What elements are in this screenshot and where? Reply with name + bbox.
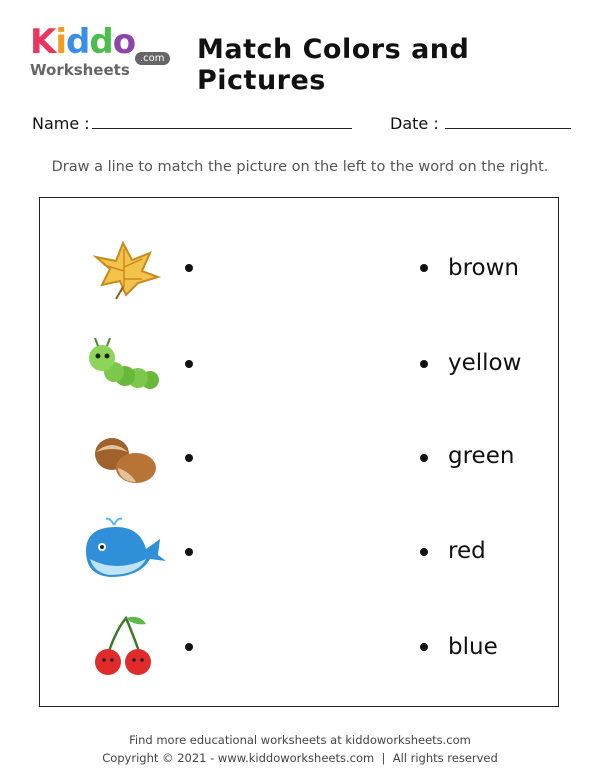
right-dot-2[interactable]: [420, 360, 428, 368]
footer-line-2: Copyright © 2021 - www.kiddoworksheets.com | All rights reserved: [102, 751, 498, 765]
footer-line-1: Find more educational worksheets at kiddoworksheets.com: [129, 733, 471, 747]
name-field[interactable]: [92, 128, 352, 129]
right-dot-4[interactable]: [420, 548, 428, 556]
caterpillar-icon: [80, 332, 166, 398]
cherry-icon: [80, 612, 166, 678]
logo-worksheets: Worksheets: [30, 61, 130, 79]
leaf-icon: [80, 235, 166, 301]
left-dot-5[interactable]: [185, 643, 193, 651]
left-dot-4[interactable]: [185, 548, 193, 556]
instructions: Draw a line to match the picture on the left to the word on the right.: [51, 159, 549, 175]
left-dot-3[interactable]: [185, 454, 193, 462]
whale-icon: [80, 515, 166, 581]
word-red: red: [448, 538, 486, 564]
word-yellow: yellow: [448, 350, 522, 376]
word-green: green: [448, 443, 515, 469]
logo-com: .com: [135, 52, 170, 65]
right-dot-5[interactable]: [420, 643, 428, 651]
right-dot-3[interactable]: [420, 454, 428, 462]
left-dot-1[interactable]: [185, 264, 193, 272]
kiddo-logo: Kiddo Worksheets .com: [28, 26, 173, 84]
date-label: Date :: [390, 114, 439, 133]
hazelnut-icon: [80, 426, 166, 492]
name-label: Name :: [32, 114, 90, 133]
right-dot-1[interactable]: [420, 264, 428, 272]
word-brown: brown: [448, 255, 520, 281]
word-blue: blue: [448, 634, 498, 660]
left-dot-2[interactable]: [185, 360, 193, 368]
date-field[interactable]: [445, 128, 571, 129]
page-title: Match Colors and Pictures: [197, 34, 470, 96]
